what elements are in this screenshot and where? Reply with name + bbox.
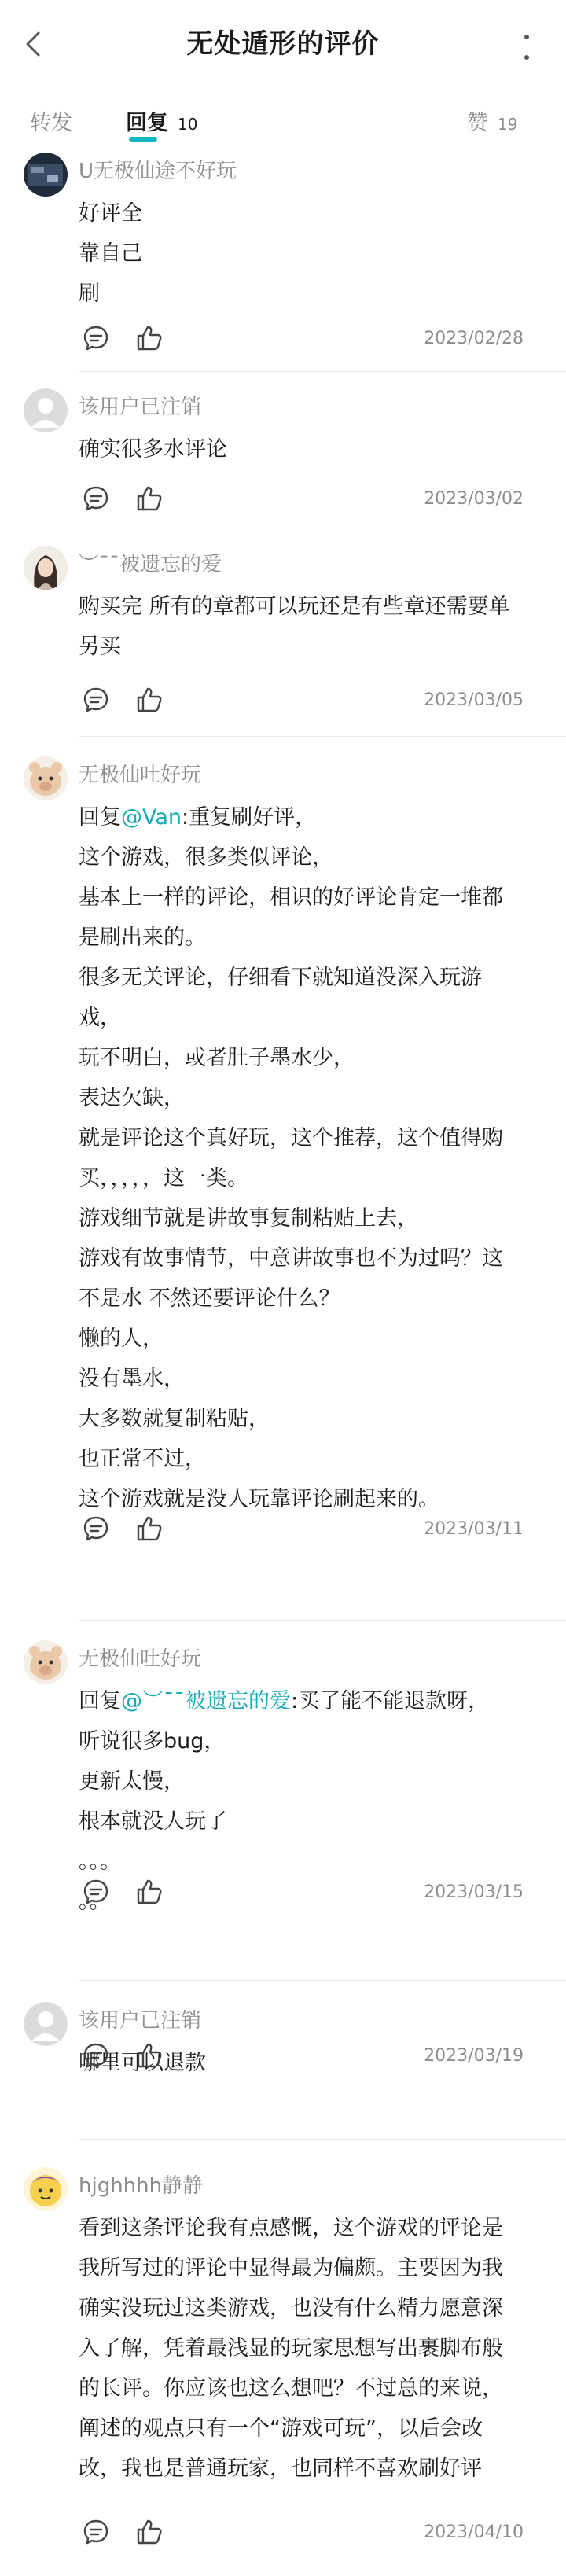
comment-line: 也正常不过， (79, 1447, 206, 1471)
avatar[interactable] (24, 546, 68, 590)
comment-actions (79, 1876, 542, 1908)
comment-date: 2023/03/19 (424, 2046, 524, 2066)
comment-date: 2023/03/11 (424, 1519, 524, 1539)
avatar[interactable] (24, 153, 68, 197)
dot-icon (524, 55, 529, 60)
comment-bubble-icon (82, 2518, 110, 2546)
comment-line: 大多数就复制粘贴， (79, 1407, 270, 1431)
avatar[interactable] (24, 388, 68, 432)
thumbs-up-icon (135, 2518, 164, 2546)
comment-line: 表达欠缺， (79, 1086, 185, 1110)
thumbs-up-icon (135, 2041, 164, 2070)
avatar[interactable] (24, 756, 68, 800)
comment-line: 确实很多水评论 (79, 437, 227, 462)
comment-line: 基本上一样的评论，相识的好评论肯定一堆都 (79, 885, 503, 910)
comment-actions (79, 2040, 542, 2071)
comment-username[interactable]: ︶¯¯被遗忘的爱 (79, 553, 222, 576)
comment-actions (79, 1513, 542, 1544)
comment-date: 2023/03/05 (424, 690, 524, 710)
comment-text (79, 587, 542, 667)
comment-line: 不是水 不然还要评论什么？ (79, 1286, 340, 1311)
reply-text: 重复刷好评， (189, 805, 317, 830)
comment-bubble-icon (82, 1514, 110, 1543)
divider (79, 2139, 566, 2140)
comment-bubble-icon (82, 2041, 110, 2070)
comment-line: 游戏细节就是讲故事复制粘贴上去， (79, 1206, 418, 1231)
comment-line: 购买完 所有的章都可以玩还是有些章还需要单 (79, 594, 510, 619)
like-button[interactable] (134, 2040, 165, 2071)
reply-button[interactable] (80, 684, 112, 716)
comment-date: 2023/03/02 (424, 489, 524, 509)
comment-line: 买，，，，，这一类。 (79, 1166, 248, 1190)
comment-line: 这个游戏，很多类似评论， (79, 845, 333, 870)
comment-line: 。。。 (79, 1849, 121, 1874)
dot-icon (524, 35, 529, 39)
avatar[interactable] (24, 2167, 68, 2211)
thumbs-up-icon (135, 324, 164, 352)
reply-colon: : (291, 1689, 299, 1713)
reply-text: 买了能不能退款呀， (298, 1689, 490, 1713)
reply-prefix: 回复 (79, 805, 121, 830)
avatar[interactable] (24, 2002, 68, 2046)
comment-actions (79, 322, 542, 354)
comment-line: 戏， (79, 1006, 121, 1030)
active-tab-indicator (129, 137, 157, 142)
tab-count: 19 (498, 115, 518, 134)
tab-likes[interactable] (467, 105, 517, 138)
reply-button[interactable] (80, 483, 112, 514)
comment-line: 靠自己 (79, 241, 142, 266)
comment-line: 好评全 (79, 201, 142, 226)
comment-username[interactable]: 无极仙吐好玩 (79, 1647, 202, 1671)
comment-line: 刷 (79, 282, 100, 306)
avatar[interactable] (24, 1640, 68, 1684)
comment-text (79, 429, 542, 469)
comment-line: 。。 (79, 1890, 111, 1914)
comment-date: 2023/04/10 (424, 2523, 524, 2542)
tab-label: 转发 (30, 111, 72, 135)
tab-count: 10 (178, 115, 198, 134)
comment-username[interactable]: 该用户已注销 (79, 396, 202, 419)
thumbs-up-icon (135, 686, 164, 714)
comment-line: 我所写过的评论中显得最为偏颇。主要因为我 (79, 2256, 503, 2280)
comment-actions (79, 684, 542, 716)
comment-bubble-icon (82, 1878, 110, 1906)
reply-button[interactable] (80, 2040, 112, 2071)
comment-line: 另买 (79, 635, 121, 659)
comment-actions (79, 2516, 542, 2548)
top-bar (0, 0, 566, 94)
divider (79, 1980, 566, 1981)
tab-label: 赞 (467, 111, 488, 135)
comment-line: 哪里可以退款 (79, 2051, 206, 2075)
tab-replies[interactable] (126, 105, 197, 138)
comment-line: 看到这条评论我有点感慨，这个游戏的评论是 (79, 2216, 503, 2240)
divider (79, 371, 566, 372)
comment-date: 2023/03/15 (424, 1882, 524, 1902)
comment-line: 是刷出来的。 (79, 926, 206, 950)
thumbs-up-icon (135, 1878, 164, 1906)
reply-line (79, 797, 542, 837)
reply-prefix: 回复 (79, 1689, 121, 1713)
reply-button[interactable] (80, 2516, 112, 2548)
comment-bubble-icon (82, 324, 110, 352)
reply-button[interactable] (80, 1513, 112, 1544)
comment-line: 这个游戏就是没人玩靠评论刷起来的。 (79, 1487, 439, 1511)
like-button[interactable] (134, 1513, 165, 1544)
comment-line: 改，我也是普通玩家，也同样不喜欢刷好评 (79, 2456, 482, 2481)
page-title: 无处遁形的评价 (186, 28, 380, 60)
comment-line: 的长评。你应该也这么想吧？不过总的来说， (79, 2376, 503, 2401)
comment-line: 入了解，凭着最浅显的玩家思想写出裹脚布般 (79, 2336, 503, 2361)
comment-line: 游戏有故事情节，中意讲故事也不为过吗？这 (79, 1246, 503, 1271)
comment-bubble-icon (82, 686, 110, 714)
comment-line: 根本就没人玩了 (79, 1809, 227, 1834)
comment-bubble-icon (82, 484, 110, 513)
reply-button[interactable] (80, 1876, 112, 1908)
thumbs-up-icon (135, 484, 164, 513)
tab-label: 回复 (126, 111, 168, 135)
comment-date: 2023/02/28 (424, 329, 524, 348)
comment-line: 懒的人， (79, 1327, 164, 1351)
comment-actions (79, 483, 542, 514)
like-button[interactable] (134, 322, 165, 354)
reply-colon: : (182, 805, 189, 830)
comment-text (79, 193, 542, 314)
comment-line: 更新太慢， (79, 1769, 185, 1794)
divider (79, 1620, 566, 1621)
mention-link[interactable]: @Van (121, 805, 182, 830)
comment-line: 就是评论这个真好玩，这个推荐，这个值得购 (79, 1126, 503, 1150)
comment-text (79, 2208, 542, 2489)
tab-bar (0, 101, 566, 148)
comment-username[interactable]: 无极仙吐好玩 (79, 764, 202, 787)
reply-button[interactable] (80, 322, 112, 354)
more-options-button[interactable] (519, 31, 535, 63)
like-button[interactable] (134, 483, 165, 514)
thumbs-up-icon (135, 1514, 164, 1543)
comment-text (79, 797, 542, 1519)
like-button[interactable] (134, 684, 165, 716)
comment-line: 很多无关评论，仔细看下就知道没深入玩游 (79, 966, 482, 990)
comment-line: 听说很多bug， (79, 1729, 226, 1754)
like-button[interactable] (134, 2516, 165, 2548)
comment-username[interactable]: 该用户已注销 (79, 2009, 202, 2033)
comment-line: 没有墨水， (79, 1367, 185, 1391)
mention-link[interactable]: @︶¯¯被遗忘的爱 (121, 1689, 291, 1713)
comment-line: 确实没玩过这类游戏，也没有什么精力愿意深 (79, 2296, 503, 2320)
divider (79, 736, 566, 737)
comment-username[interactable]: hjghhhh静静 (79, 2174, 204, 2198)
comment-line: 玩不明白，或者肚子墨水少， (79, 1046, 355, 1070)
reply-line (79, 1681, 542, 1721)
comment-username[interactable]: U无极仙途不好玩 (79, 160, 237, 183)
tab-forward[interactable] (30, 105, 72, 138)
comment-line: 阐述的观点只有一个“游戏可玩”，以后会改 (79, 2416, 483, 2441)
like-button[interactable] (134, 1876, 165, 1908)
